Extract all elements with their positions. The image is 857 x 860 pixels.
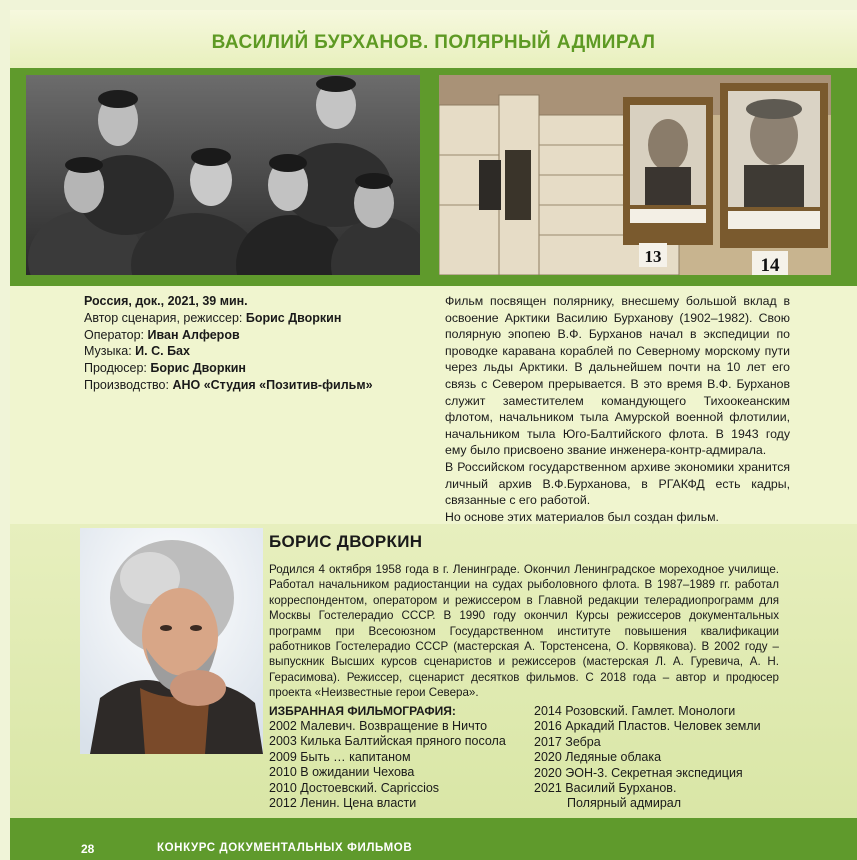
credit-production: [84, 377, 424, 394]
page-title: ВАСИЛИЙ БУРХАНОВ. ПОЛЯРНЫЙ АДМИРАЛ: [211, 32, 656, 53]
archive-photo: [439, 75, 831, 275]
filmography-item: 2002 Малевич. Возвращение в Ничто: [269, 719, 488, 733]
filmography-title: ИЗБРАННАЯ ФИЛЬМОГРАФИЯ:: [269, 704, 456, 718]
synopsis-paragraph: Фильм посвящен полярнику, внесшему большой вклад в освоение Арктики Василию Бурханову (1902–1982). Свою полярную эпопею В.Ф. Бурханов начал в экспедиции по проводке каравана кораблей по Северному морскому пути через льды Арктики. В дальнейшем почти на 10 лет его связь с Севером прерывается. В это время В.Ф. Бурханов служит заместителем командующего Тихоокеанским флотом, начальником тыла Амурской военной флотилии, начальником тыла Юго-Балтийского флота. В 1943 году ему было присвоено звание инженера-контр-адмирала.: [445, 294, 790, 458]
archive-photo-image: [439, 75, 831, 275]
filmography-item: 2021 Василий Бурханов.: [534, 781, 677, 796]
credit-label: Оператор:: [84, 327, 148, 342]
film-info-section: [10, 286, 857, 524]
plate-13-label: 13: [644, 247, 662, 266]
credit-value: АНО «Студия «Позитив-фильм»: [172, 377, 373, 392]
title-band: [10, 10, 857, 68]
filmography-item: 2020 ЭОН-3. Секретная экспедиция: [534, 765, 743, 780]
film-meta-line: [84, 293, 424, 310]
filmography-item: 2014 Розовский. Гамлет. Монологи: [534, 704, 736, 718]
filmography-item-continued: Полярный адмирал: [567, 796, 682, 811]
biography-text: Родился 4 октября 1958 года в г. Ленинграде. Окончил Ленинградское мореходное училище. Работал начальником радиостанции на судах рыболовного флота. В 1987–1989 гг. работал корреспондентом, оператором и режиссером в Главной редакции телерадиопрограмм для Москвы Гостелерадио СССР. В 1990 году окончил Курсы режиссеров документальных программ при Всесоюзном Государственном институте повышения квалификации работников Гостелерадио СССР (мастерская А. Торстенсена, О. Корвякова). В 2002 году – выпускник Высших курсов сценаристов и режиссеров (мастерская Л. А. Гуревича, А. Н. Герасимова). Режиссер, сценарист десятков фильмов. С 2018 года – автор и продюсер проекта «Неизвестные герои Севера».: [269, 563, 779, 700]
credit-value: Иван Алферов: [147, 327, 240, 342]
author-portrait-image: [80, 528, 263, 754]
page-footer: [10, 818, 857, 860]
archival-group-photo: [26, 75, 420, 275]
credit-value: Борис Дворкин: [150, 361, 246, 376]
plate-14-label: 14: [760, 255, 780, 275]
synopsis-paragraph: Но основе этих материалов был создан фильм.: [445, 509, 719, 524]
credit-operator: [84, 327, 424, 344]
credit-label: Музыка:: [84, 344, 136, 359]
credit-value: Борис Дворкин: [245, 310, 342, 325]
credit-label: Продюсер:: [84, 361, 151, 376]
filmography-item: 2020 Ледяные облака: [534, 750, 662, 765]
credit-label: Производство:: [84, 377, 173, 392]
filmography-item: 2010 Достоевский. Capriccios: [269, 780, 440, 795]
page-number: 28: [81, 842, 95, 856]
credit-label: Автор сценария, режиссер:: [84, 310, 246, 325]
synopsis-paragraph: В Российском государственном архиве экономики хранится личный архив В.Ф.Бурханова, в РГАКФД есть кадры, связанные с его работой.: [445, 459, 790, 508]
filmography-item: 2016 Аркадий Пластов. Человек земли: [534, 719, 761, 734]
filmography-item: 2017 Зебра: [534, 734, 601, 749]
section-label: КОНКУРС ДОКУМЕНТАЛЬНЫХ ФИЛЬМОВ: [157, 842, 413, 854]
group-photo-image: [26, 75, 420, 275]
filmography-item: 2009 Быть … капитаном: [269, 749, 411, 764]
filmography-item: 2010 В ожидании Чехова: [269, 765, 415, 780]
author-portrait: [80, 528, 263, 754]
filmography-column-right: [534, 704, 761, 812]
credit-producer: [84, 360, 424, 377]
film-synopsis: [445, 293, 790, 525]
filmography-column-left: [269, 719, 506, 811]
author-section: [10, 524, 857, 818]
author-name: БОРИС ДВОРКИН: [269, 532, 423, 551]
credit-music: [84, 343, 424, 360]
filmography-item: 2003 Килька Балтийская пряного посола: [269, 734, 506, 749]
filmography-item: 2012 Ленин. Цена власти: [269, 796, 417, 811]
credit-writer: [84, 310, 424, 327]
credit-value: И. С. Бах: [135, 344, 190, 359]
film-credits: [84, 293, 424, 394]
photo-band: [10, 68, 857, 286]
film-meta: Россия, док., 2021, 39 мин.: [84, 294, 248, 308]
author-biography: [269, 562, 779, 701]
